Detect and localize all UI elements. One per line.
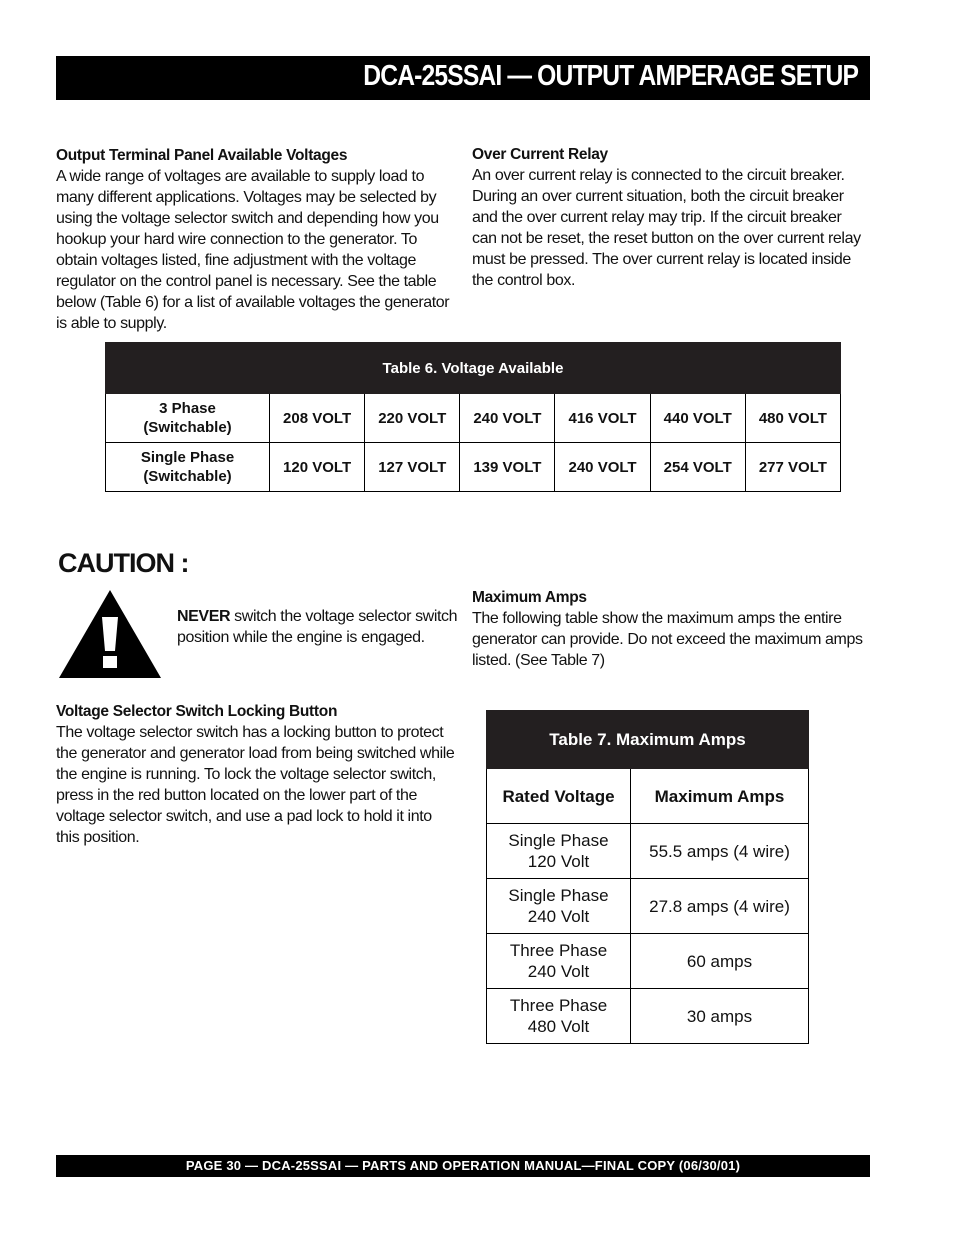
cell-line: 240 Volt <box>527 907 590 926</box>
text-line: using the voltage selector switch and depending how you <box>56 210 439 227</box>
cell-line: 480 Volt <box>527 1017 590 1036</box>
text-line: press in the red button located on the lower part of the <box>56 787 417 804</box>
section-body <box>472 608 872 671</box>
table-cell: 139 VOLT <box>460 443 555 492</box>
row-header <box>106 394 270 443</box>
section-body <box>56 166 460 334</box>
caution-message: switch the voltage selector switch position while the engine is engaged. <box>177 608 458 646</box>
row-header-line: Single Phase <box>140 449 235 466</box>
text-line: obtain voltages listed, fine adjustment with the voltage <box>56 252 417 269</box>
column-header: Rated Voltage <box>487 769 631 824</box>
cell-line: Three Phase <box>509 996 608 1015</box>
text-line: hookup your hard wire connection to the generator. To <box>56 231 417 248</box>
table-cell: 416 VOLT <box>555 394 650 443</box>
table-cell: 440 VOLT <box>650 394 745 443</box>
column-header: Maximum Amps <box>631 769 809 824</box>
text-line: is able to supply. <box>56 315 167 332</box>
table-row <box>487 934 809 989</box>
text-line: A wide range of voltages are available to supply load to <box>56 168 425 185</box>
cell-line: Three Phase <box>509 941 608 960</box>
table-cell: 480 VOLT <box>745 394 840 443</box>
text-line: and the over current relay may trip. If the circuit breaker <box>472 209 842 226</box>
table-cell: 277 VOLT <box>745 443 840 492</box>
cell-line: Single Phase <box>508 886 609 905</box>
text-line: can not be reset, the reset button on the over current relay <box>472 230 861 247</box>
table-cell: 120 VOLT <box>270 443 365 492</box>
text-line: regulator on the control panel is necessary. See the table <box>56 273 437 290</box>
row-header-line: 3 Phase <box>159 400 216 417</box>
table-row <box>106 443 841 492</box>
text-line: the engine is running. To lock the voltage selector switch, <box>56 766 436 783</box>
section-heading: Voltage Selector Switch Locking Button <box>56 703 338 720</box>
table-cell <box>487 934 631 989</box>
table-cell <box>487 879 631 934</box>
table-row <box>487 824 809 879</box>
text-line: many different applications. Voltages may be selected by <box>56 189 437 206</box>
table-cell: 55.5 amps (4 wire) <box>631 824 809 879</box>
cell-line: Single Phase <box>508 831 609 850</box>
section-over-current-relay <box>472 144 872 291</box>
table-row <box>487 989 809 1044</box>
text-line: During an over current situation, both the circuit breaker <box>472 188 844 205</box>
table-cell: 240 VOLT <box>555 443 650 492</box>
page-footer: PAGE 30 — DCA-25SSAI — PARTS AND OPERATION MANUAL—FINAL COPY (06/30/01) <box>56 1155 870 1177</box>
page-title: DCA-25SSAI — OUTPUT AMPERAGE SETUP <box>363 60 858 92</box>
table-row <box>487 879 809 934</box>
page-title-bar <box>56 56 870 100</box>
table-cell: 127 VOLT <box>365 443 460 492</box>
section-body <box>472 165 872 291</box>
section-heading: Over Current Relay <box>472 146 608 163</box>
text-line: this position. <box>56 829 140 846</box>
text-line: generator can provide. Do not exceed the maximum amps <box>472 631 863 648</box>
table-cell: 220 VOLT <box>365 394 460 443</box>
table-header-row <box>487 769 809 824</box>
text-line: voltage selector switch, and use a pad lock to hold it into <box>56 808 432 825</box>
text-line: listed. (See Table 7) <box>472 652 605 669</box>
table-cell <box>487 989 631 1044</box>
section-heading: Output Terminal Panel Available Voltages <box>56 147 348 164</box>
section-body <box>56 722 460 848</box>
table-caption: Table 6. Voltage Available <box>106 343 841 394</box>
table-cell: 27.8 amps (4 wire) <box>631 879 809 934</box>
section-maximum-amps <box>472 587 872 671</box>
text-line: the control box. <box>472 272 575 289</box>
table-cell: 60 amps <box>631 934 809 989</box>
section-heading: Maximum Amps <box>472 589 587 606</box>
row-header-line: (Switchable) <box>143 468 232 485</box>
table-cell: 208 VOLT <box>270 394 365 443</box>
maximum-amps-table <box>486 710 809 1044</box>
table-cell <box>487 824 631 879</box>
warning-triangle-icon <box>58 589 162 679</box>
table-row <box>106 394 841 443</box>
section-output-terminal-voltages <box>56 145 460 334</box>
text-line: the generator and generator load from being switched while <box>56 745 455 762</box>
text-line: The following table show the maximum amps the entire <box>472 610 842 627</box>
table-cell: 30 amps <box>631 989 809 1044</box>
text-line: The voltage selector switch has a locking button to protect <box>56 724 444 741</box>
table-cell: 254 VOLT <box>650 443 745 492</box>
caution-never: NEVER <box>177 608 231 625</box>
cell-line: 120 Volt <box>527 852 590 871</box>
section-locking-button <box>56 701 460 848</box>
caution-title: CAUTION : <box>58 548 189 578</box>
cell-line: 240 Volt <box>527 962 590 981</box>
voltage-available-table <box>105 342 841 492</box>
row-header-line: (Switchable) <box>143 419 232 436</box>
text-line: must be pressed. The over current relay is located inside <box>472 251 851 268</box>
table-caption: Table 7. Maximum Amps <box>487 711 809 769</box>
text-line: An over current relay is connected to the circuit breaker. <box>472 167 845 184</box>
row-header <box>106 443 270 492</box>
caution-text <box>177 606 461 648</box>
text-line: below (Table 6) for a list of available voltages the generator <box>56 294 450 311</box>
table-cell: 240 VOLT <box>460 394 555 443</box>
